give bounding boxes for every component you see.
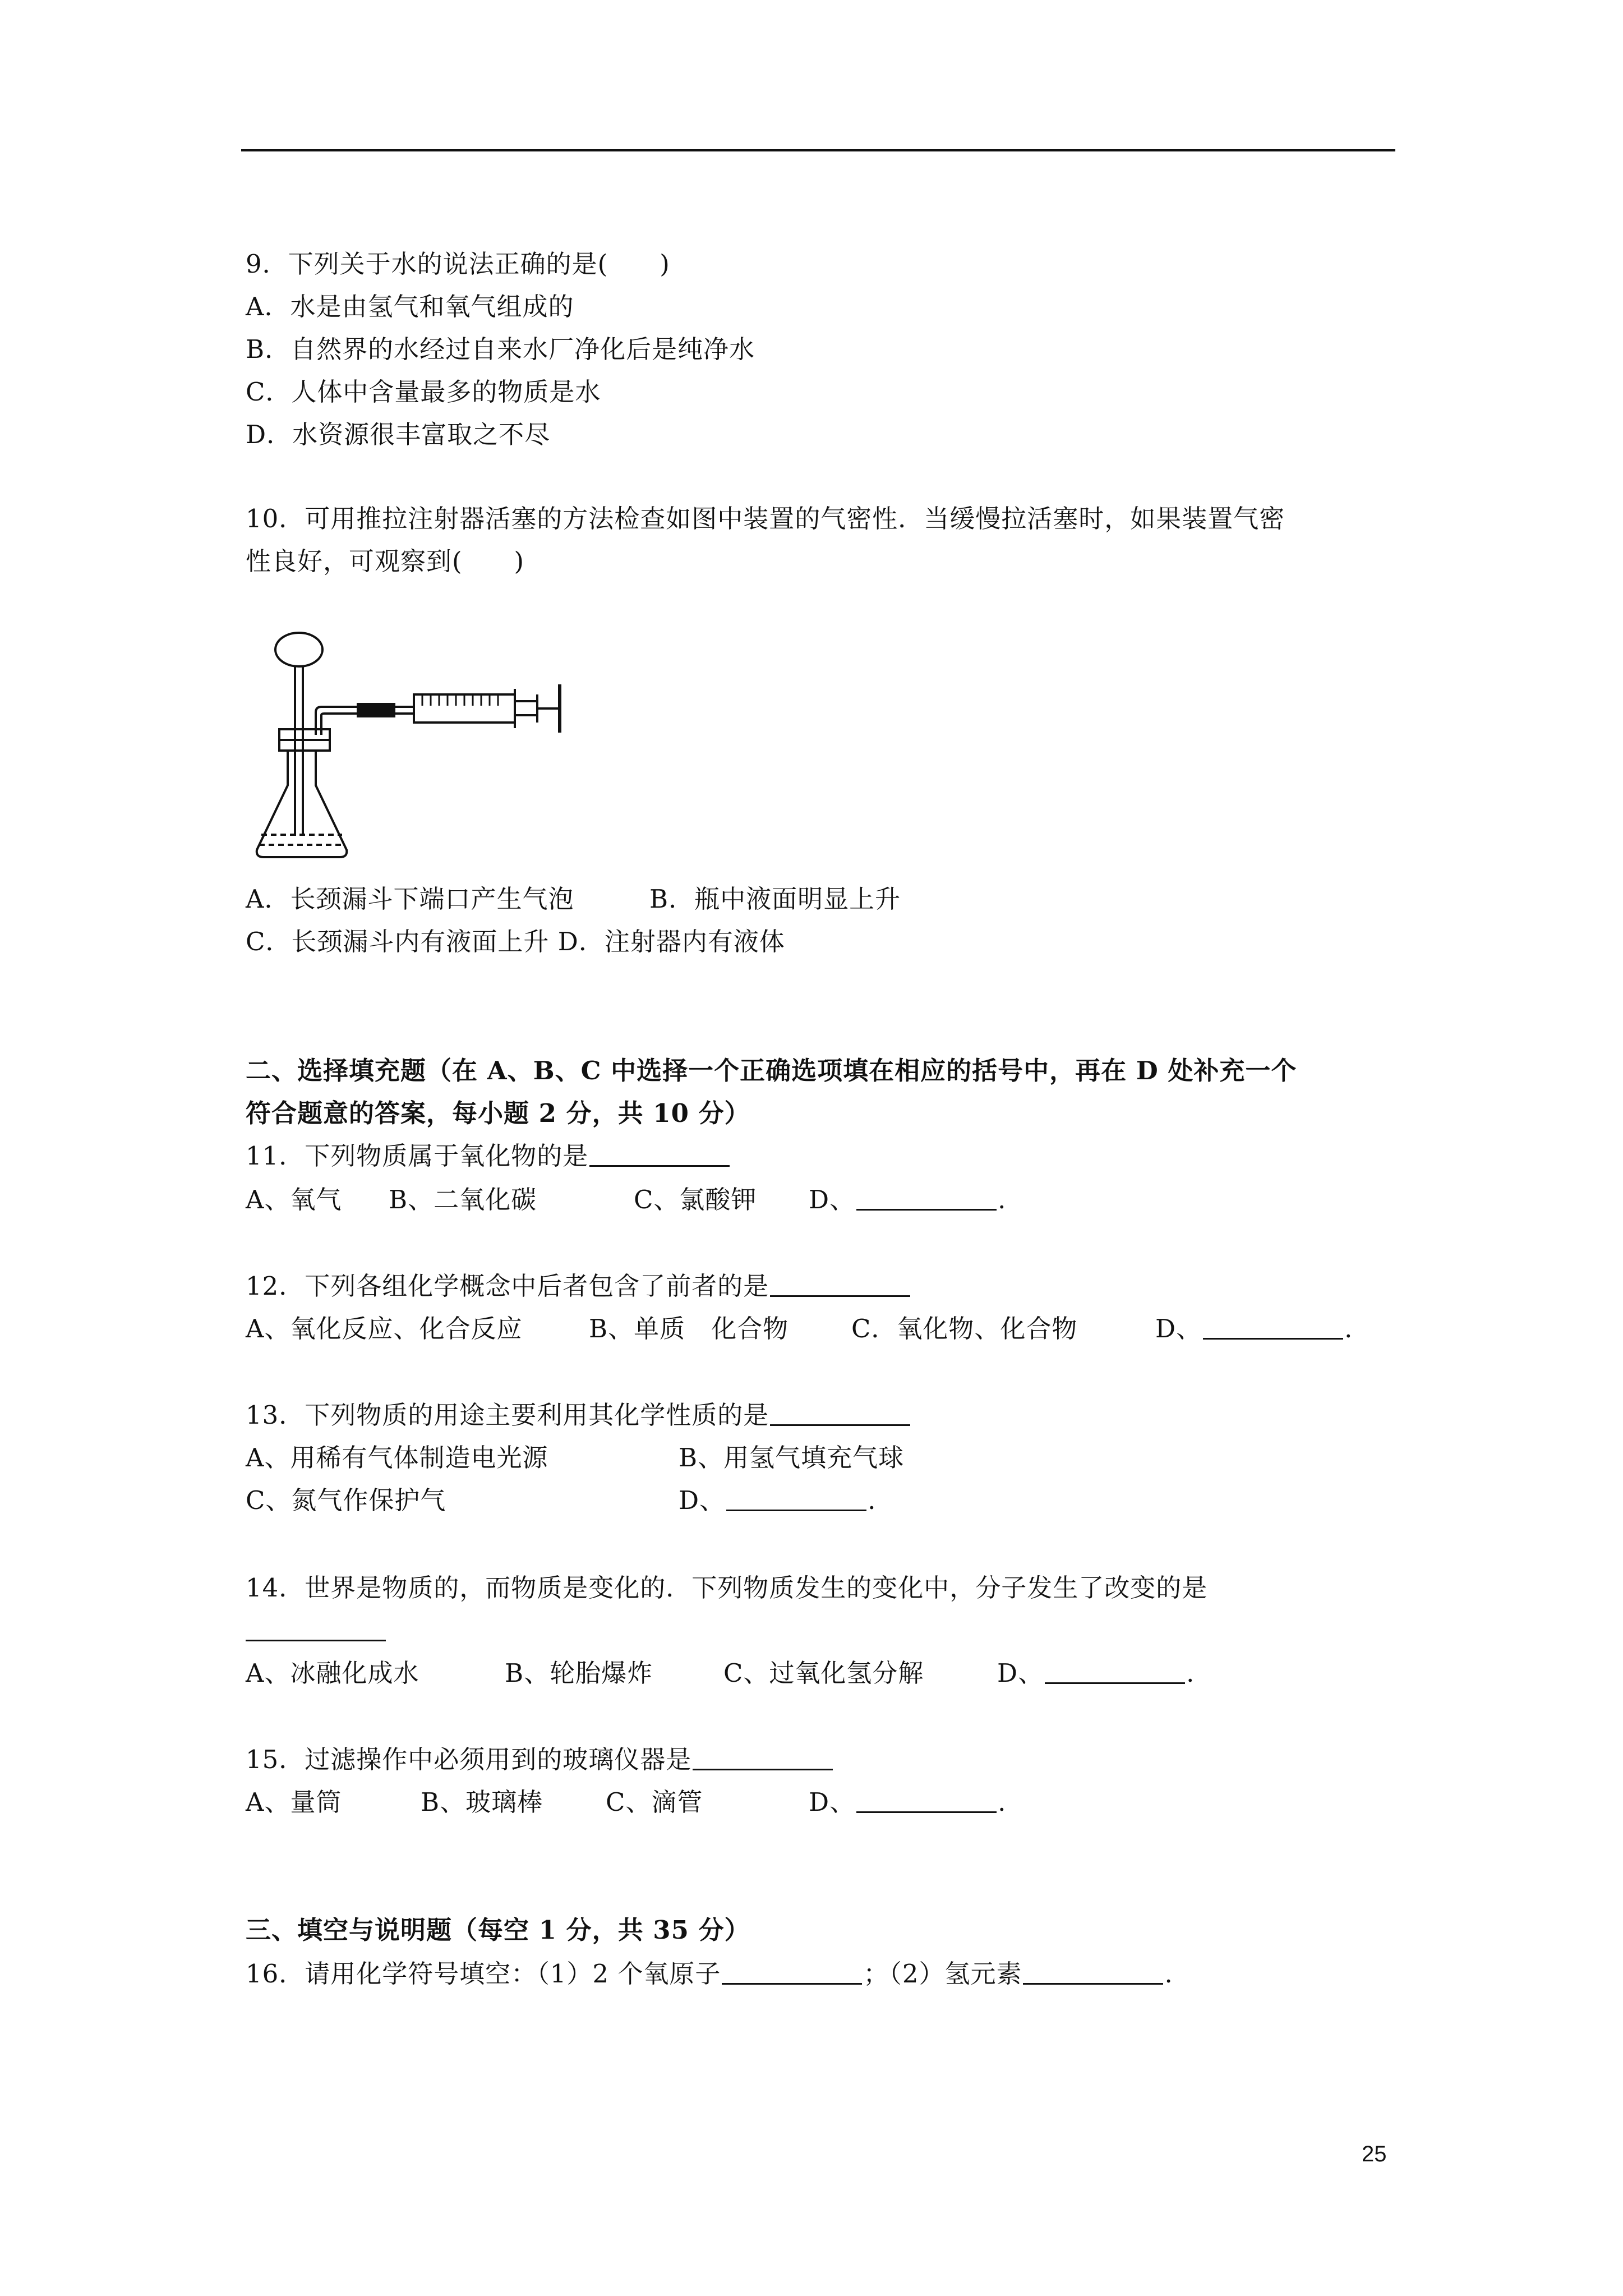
q15-period: . xyxy=(998,1787,1007,1817)
q10-stem-line2: 性良好，可观察到( ) xyxy=(246,546,525,576)
q15-option-b: B、玻璃棒 xyxy=(421,1787,543,1817)
q15-answer-blank[interactable] xyxy=(693,1746,833,1770)
q14-option-b: B、轮胎爆炸 xyxy=(505,1658,653,1688)
q15-options-row xyxy=(246,1785,1031,1820)
q10-option-b: B．瓶中液面明显上升 xyxy=(649,884,901,914)
airtightness-apparatus-figure xyxy=(246,623,582,864)
header-rule xyxy=(241,149,1395,151)
q11-stem: 11．下列物质属于氧化物的是 xyxy=(246,1141,589,1171)
q14-option-a: A、冰融化成水 xyxy=(246,1658,419,1688)
q12-answer-blank[interactable] xyxy=(770,1273,910,1297)
q15-stem: 15．过滤操作中必须用到的玻璃仪器是 xyxy=(246,1745,692,1774)
q12-stem-row xyxy=(246,1269,911,1304)
q14-blank-row xyxy=(246,1613,387,1648)
q13-option-d-row xyxy=(679,1483,876,1518)
q15-option-c: C、滴管 xyxy=(606,1787,703,1817)
q10-options-row1 xyxy=(246,882,901,917)
q15-stem-row xyxy=(246,1742,834,1777)
q12-option-d: D、 xyxy=(1155,1314,1202,1343)
q13-period: . xyxy=(868,1485,877,1515)
q14-option-d-row xyxy=(997,1656,1195,1691)
q12-options-row xyxy=(246,1312,1367,1346)
q12-stem: 12．下列各组化学概念中后者包含了前者的是 xyxy=(246,1271,769,1301)
section2-heading-line2: 符合题意的答案，每小题 2 分，共 10 分） xyxy=(246,1098,750,1128)
q12-option-d-row xyxy=(1155,1312,1353,1346)
q13-stem-row xyxy=(246,1398,911,1433)
q9-option-d: D．水资源很丰富取之不尽 xyxy=(246,420,551,449)
q9-stem: 9．下列关于水的说法正确的是( ) xyxy=(246,249,670,279)
q16-period: . xyxy=(1164,1959,1173,1989)
q10-option-a: A．长颈漏斗下端口产生气泡 xyxy=(246,884,574,914)
q16-stem: 16．请用化学符号填空：（1）2 个氧原子 xyxy=(246,1959,721,1989)
q10-stem-line1: 10．可用推拉注射器活塞的方法检查如图中装置的气密性．当缓慢拉活塞时，如果装置气密 xyxy=(246,504,1285,533)
q13-options-row2 xyxy=(246,1483,1031,1518)
q16-blank-1[interactable] xyxy=(722,1961,862,1985)
q9-option-b: B．自然界的水经过自来水厂净化后是纯净水 xyxy=(246,334,755,364)
q11-option-b: B、二氧化碳 xyxy=(389,1185,537,1214)
q13-option-d: D、 xyxy=(679,1485,726,1515)
q16-separator: ；（2）氢元素 xyxy=(863,1959,1022,1989)
q11-d-blank[interactable] xyxy=(856,1186,997,1211)
q14-period: . xyxy=(1186,1658,1195,1688)
q13-d-blank[interactable] xyxy=(726,1487,866,1511)
q14-option-c: C、过氧化氢分解 xyxy=(723,1658,924,1688)
q11-option-d-row xyxy=(809,1182,1006,1217)
q11-option-a: A、氧气 xyxy=(246,1185,342,1214)
q15-option-d: D、 xyxy=(809,1787,856,1817)
q11-options-row xyxy=(246,1182,1031,1217)
q14-stem: 14．世界是物质的，而物质是变化的．下列物质发生的变化中，分子发生了改变的是 xyxy=(246,1573,1208,1603)
q12-option-a: A、氧化反应、化合反应 xyxy=(246,1314,523,1343)
q12-option-b: B、单质 化合物 xyxy=(589,1314,789,1343)
q14-d-blank[interactable] xyxy=(1045,1660,1185,1684)
q16-blank-2[interactable] xyxy=(1023,1961,1163,1985)
q11-option-c: C、氯酸钾 xyxy=(634,1185,757,1214)
q10-options-row2: C．长颈漏斗内有液面上升 D．注射器内有液体 xyxy=(246,927,785,956)
q15-option-a: A、量筒 xyxy=(246,1787,342,1817)
section3-heading: 三、填空与说明题（每空 1 分，共 35 分） xyxy=(246,1915,750,1945)
q11-stem-row xyxy=(246,1139,731,1174)
q15-option-d-row xyxy=(809,1785,1006,1820)
q9-option-a: A．水是由氢气和氧气组成的 xyxy=(246,292,574,321)
page-number: 25 xyxy=(1362,2142,1387,2166)
q13-options-row1 xyxy=(246,1441,1031,1475)
q12-d-blank[interactable] xyxy=(1203,1315,1343,1340)
q14-answer-blank[interactable] xyxy=(246,1617,386,1641)
q9-option-c: C．人体中含量最多的物质是水 xyxy=(246,377,601,407)
q11-period: . xyxy=(998,1185,1007,1214)
q15-d-blank[interactable] xyxy=(856,1789,997,1813)
q11-answer-blank[interactable] xyxy=(589,1143,730,1167)
q12-period: . xyxy=(1344,1314,1353,1343)
q13-stem: 13．下列物质的用途主要利用其化学性质的是 xyxy=(246,1400,769,1430)
q13-option-b: B、用氢气填充气球 xyxy=(679,1443,905,1473)
q16-row xyxy=(246,1957,1173,1991)
q13-option-c: C、氮气作保护气 xyxy=(246,1485,446,1515)
section2-heading-line1: 二、选择填充题（在 A、B、C 中选择一个正确选项填在相应的括号中，再在 D 处补充一个 xyxy=(246,1056,1297,1085)
q11-option-d: D、 xyxy=(809,1185,856,1214)
q13-answer-blank[interactable] xyxy=(770,1402,910,1426)
q13-option-a: A、用稀有气体制造电光源 xyxy=(246,1443,548,1473)
q14-option-d: D、 xyxy=(997,1658,1044,1688)
q12-option-c: C．氧化物、化合物 xyxy=(851,1314,1078,1343)
q14-options-row xyxy=(246,1656,1255,1691)
